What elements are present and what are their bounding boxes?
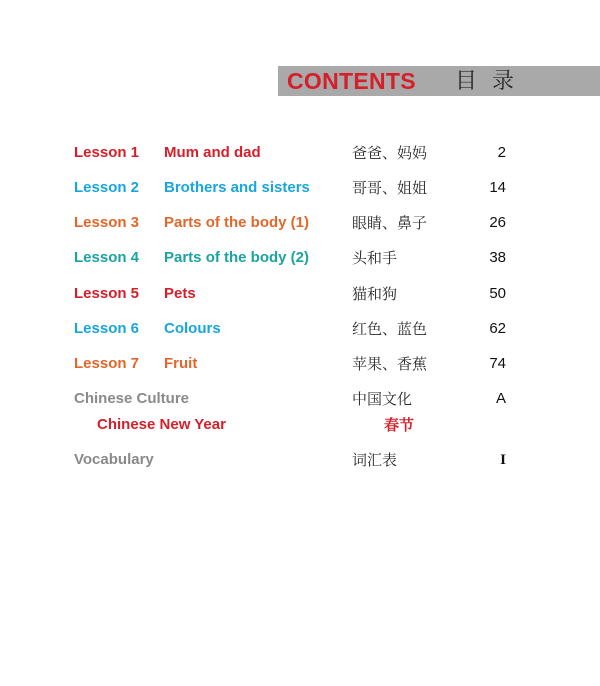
toc-row-lesson-7[interactable] [0,352,600,376]
lesson-title-chinese: 苹果、香蕉 [352,355,428,373]
lesson-title-chinese: 哥哥、姐姐 [352,179,428,197]
page-number: 50 [489,285,506,302]
section-label: Chinese Culture [74,390,190,407]
lesson-title-chinese: 眼睛、鼻子 [352,214,428,232]
section-title-chinese: 词汇表 [352,451,398,469]
contents-title-chinese: 目 录 [455,69,518,94]
lesson-title: Pets [164,285,196,302]
subsection-title-chinese: 春节 [384,416,415,434]
lesson-title-chinese: 头和手 [352,249,398,267]
page-number: I [500,452,506,468]
lesson-title: Fruit [164,355,198,372]
lesson-title: Parts of the body (1) [164,214,310,231]
page-number: 38 [489,249,506,266]
toc-row-vocabulary[interactable] [0,448,600,472]
lesson-title-chinese: 猫和狗 [352,285,398,303]
lesson-label: Lesson 5 [74,285,140,302]
lesson-title-chinese: 红色、蓝色 [352,320,428,338]
lesson-title-chinese: 爸爸、妈妈 [352,144,428,162]
lesson-title: Colours [164,320,221,337]
page-number: 14 [489,179,506,196]
lesson-label: Lesson 1 [74,144,140,161]
page-number: 62 [489,320,506,337]
page-number: 26 [489,214,506,231]
toc-row-lesson-3[interactable] [0,211,600,235]
lesson-title: Mum and dad [164,144,261,161]
toc-row-lesson-2[interactable] [0,176,600,200]
page-number: 2 [497,144,506,161]
page-number: 74 [489,355,506,372]
lesson-label: Lesson 3 [74,214,140,231]
lesson-title: Brothers and sisters [164,179,310,196]
contents-title: CONTENTS [287,68,416,94]
toc-row-chinese-new-year[interactable] [0,413,600,437]
section-title-chinese: 中国文化 [352,390,413,408]
lesson-label: Lesson 7 [74,355,140,372]
lesson-label: Lesson 6 [74,320,140,337]
toc-row-lesson-5[interactable] [0,282,600,306]
lesson-title: Parts of the body (2) [164,249,310,266]
toc-row-chinese-culture[interactable] [0,387,600,411]
page-number: A [495,390,506,407]
toc-row-lesson-6[interactable] [0,317,600,341]
toc-row-lesson-4[interactable] [0,246,600,270]
subsection-title: Chinese New Year [97,416,226,433]
section-label: Vocabulary [74,451,154,468]
lesson-label: Lesson 4 [74,249,140,266]
lesson-label: Lesson 2 [74,179,140,196]
toc-row-lesson-1[interactable] [0,141,600,165]
